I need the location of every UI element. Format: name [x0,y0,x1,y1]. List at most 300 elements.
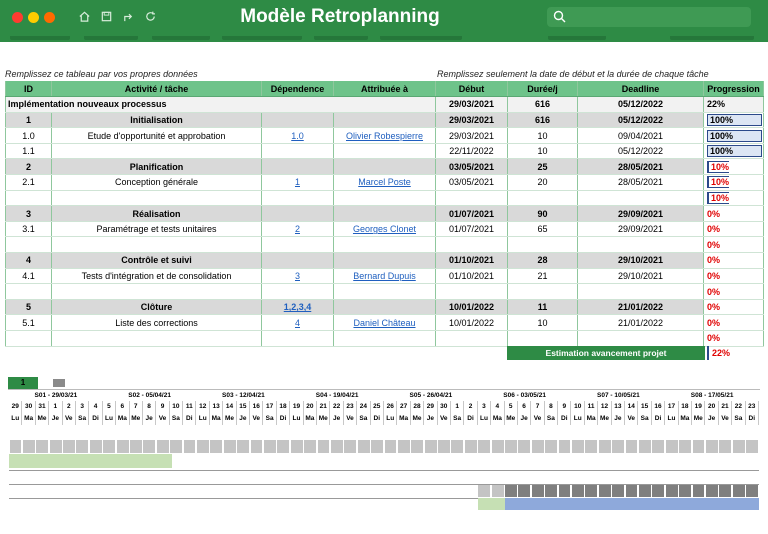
gantt-phase-cell [478,485,490,497]
cell-task[interactable]: Tests d'intégration et de consolidation [52,268,262,284]
cell-assignee[interactable]: Marcel Poste [334,175,436,191]
progress-bar: 100% [707,114,762,126]
gantt-task-bar [478,498,505,510]
gantt-day-name: Di [652,413,665,425]
gantt-day-number: 17 [263,401,276,413]
cell-progress [704,315,764,331]
cell-task[interactable] [52,237,262,253]
gantt-project-cell [371,440,383,453]
cell-duration[interactable] [508,237,578,253]
gantt-day-name: Me [505,413,518,425]
gantt-day-number: 11 [183,401,196,413]
gantt-day-name: Lu [384,413,397,425]
gantt-day-name: Di [746,413,759,425]
table-row [6,331,764,347]
estimate-label: Estimation avancement projet [507,346,705,360]
project-name[interactable]: Implémentation nouveaux processus [6,97,436,113]
cell-id[interactable]: 4.1 [6,268,52,284]
gantt-day-number: 16 [652,401,665,413]
gantt-day-number: 17 [665,401,678,413]
gantt-day-number: 10 [572,401,585,413]
planning-table [5,81,764,347]
gantt-day-name: Sa [170,413,183,425]
gantt-project-cell [304,440,316,453]
gantt-week-label: S06 - 03/05/21 [503,392,546,399]
gantt-day-name: Lu [290,413,303,425]
cell-id[interactable]: 1.0 [6,128,52,144]
gantt-day-name: Ve [438,413,451,425]
gantt-project-cell [264,440,276,453]
progress-value: 0% [707,286,721,297]
cell-task[interactable]: Contrôle et suivi [52,253,262,269]
cell-id[interactable] [6,237,52,253]
cell-task[interactable] [52,190,262,206]
gantt-day-number: 24 [357,401,370,413]
cell-id[interactable]: 5 [6,299,52,315]
gantt-day-number: 7 [130,401,143,413]
gantt-project-cell [559,440,571,453]
ribbon-strip [0,36,768,42]
minimize-window-button[interactable] [28,12,39,23]
gantt-day-number: 29 [9,401,22,413]
gantt-project-cell [237,440,249,453]
gantt-phase-cell [599,485,611,497]
progress-value: 0% [707,224,721,235]
cell-id[interactable] [6,331,52,347]
cell-id[interactable]: 2.1 [6,175,52,191]
gantt-day-name: Ve [719,413,732,425]
cell-task[interactable]: Conception générale [52,175,262,191]
cell-start[interactable]: 01/10/2021 [436,253,508,269]
gantt-phase-cell [706,485,718,497]
gantt-project-cell [385,440,397,453]
gantt-project-cell [157,440,169,453]
gantt-task-bar [9,454,172,468]
gantt-day-name: Sa [263,413,276,425]
gantt-day-name: Sa [451,413,464,425]
cell-progress [704,128,764,144]
progress-value: 0% [707,270,721,281]
cell-duration[interactable]: 11 [508,299,578,315]
cell-progress [704,190,764,206]
cell-dependence[interactable]: 1 [262,175,334,191]
cell-id[interactable] [6,190,52,206]
table-row [6,268,764,284]
gantt-project-cell [532,440,544,453]
gantt-day-name: Di [277,413,290,425]
header-deadline: Deadline [578,81,704,97]
gantt-week-label: S07 - 10/05/21 [597,392,640,399]
gantt-day-number: 23 [746,401,759,413]
gantt-project-cell [398,440,410,453]
cell-progress [704,159,764,175]
cell-id[interactable] [6,284,52,300]
gantt-day-name: Me [598,413,611,425]
gantt-project-cell [545,440,557,453]
phase-row [6,299,764,315]
gantt-project-cell [50,440,62,453]
cell-progress [704,284,764,300]
cell-task[interactable]: Liste des corrections [52,315,262,331]
search-icon [553,10,566,23]
phase-row [6,206,764,222]
gantt-day-number: 8 [143,401,156,413]
table-row [6,237,764,253]
gantt-day-name: Ve [625,413,638,425]
cell-start[interactable]: 01/07/2021 [436,221,508,237]
cell-id[interactable]: 3.1 [6,221,52,237]
cell-assignee[interactable] [334,206,436,222]
close-window-button[interactable] [12,12,23,23]
gantt-day-number: 13 [210,401,223,413]
cell-start[interactable]: 22/11/2022 [436,143,508,159]
home-icon[interactable] [78,9,91,24]
gantt-week-label: S05 - 26/04/21 [409,392,453,399]
progress-value: 22% [707,99,726,110]
gantt-project-cell [358,440,370,453]
gantt-phase-cell [492,485,504,497]
gantt-day-name: Ma [304,413,317,425]
cell-start[interactable]: 01/10/2021 [436,268,508,284]
project-row [6,97,764,113]
cell-duration[interactable]: 28 [508,253,578,269]
gantt-day-number: 20 [705,401,718,413]
progress-bar: 10% [707,161,729,173]
gantt-project-cell [746,440,758,453]
cell-duration[interactable]: 21 [508,268,578,284]
cell-assignee[interactable]: Bernard Dupuis [334,268,436,284]
gantt-day-name: Sa [357,413,370,425]
table-header-row [6,81,764,97]
progress-value: 0% [707,302,721,313]
cell-deadline[interactable]: 05/12/2022 [578,143,704,159]
cell-progress [704,299,764,315]
cell-task[interactable]: Paramétrage et tests unitaires [52,221,262,237]
phase-row [6,112,764,128]
gantt-day-name: Lu [103,413,116,425]
cell-id[interactable]: 4 [6,253,52,269]
save-icon[interactable] [100,9,113,24]
gantt-day-number: 15 [237,401,250,413]
cell-assignee[interactable] [334,253,436,269]
header-start: Début [436,81,508,97]
cell-duration[interactable]: 20 [508,175,578,191]
cell-start[interactable] [436,190,508,206]
gantt-project-cell [733,440,745,453]
cell-task[interactable] [52,143,262,159]
gantt-day-number: 6 [518,401,531,413]
gantt-day-name: Je [612,413,625,425]
gantt-project-cell [117,440,129,453]
gantt-day-name: Sa [732,413,745,425]
gantt-tab-1[interactable]: 1 [8,377,38,389]
cell-task[interactable]: Initialisation [52,112,262,128]
gantt-day-name: Je [518,413,531,425]
gantt-project-cell [693,440,705,453]
cell-duration[interactable] [508,284,578,300]
progress-bar: 10% [707,176,729,188]
gantt-day-name: Me [130,413,143,425]
gantt-day-name: Je [330,413,343,425]
cell-id[interactable]: 1 [6,112,52,128]
cell-duration[interactable]: 10 [508,143,578,159]
gantt-phase-cell [612,485,624,497]
gantt-day-number: 9 [558,401,571,413]
cell-progress [704,268,764,284]
gantt-day-number: 14 [223,401,236,413]
search-input[interactable] [547,7,751,27]
gantt-day-name: Me [317,413,330,425]
table-row [6,315,764,331]
gantt-day-name: Ve [250,413,263,425]
gantt-project-cell [666,440,678,453]
gantt-day-number: 19 [290,401,303,413]
cell-dependence[interactable]: 1,2,3,4 [262,299,334,315]
cell-id[interactable]: 2 [6,159,52,175]
phase-row [6,159,764,175]
gantt-project-cell [277,440,289,453]
gantt-day-number: 22 [330,401,343,413]
cell-task[interactable]: Clôture [52,299,262,315]
gantt-day-number: 21 [719,401,732,413]
gantt-day-name: Di [464,413,477,425]
cell-deadline[interactable]: 29/10/2021 [578,253,704,269]
cell-assignee[interactable]: Georges Clonet [334,221,436,237]
table-row [6,190,764,206]
cell-deadline[interactable]: 28/05/2021 [578,175,704,191]
note-right: Remplissez seulement la date de début et la durée de chaque tâche [437,69,709,79]
header-id: ID [6,81,52,97]
gantt-day-number: 7 [531,401,544,413]
cell-start[interactable]: 01/07/2021 [436,206,508,222]
gantt-phase-cell [666,485,678,497]
cell-start[interactable]: 10/01/2022 [436,315,508,331]
cell-duration[interactable]: 65 [508,221,578,237]
gantt-phase-cell [505,485,517,497]
cell-duration[interactable] [508,331,578,347]
cell-dependence[interactable] [262,112,334,128]
cell-duration[interactable] [508,190,578,206]
gantt-project-cell [210,440,222,453]
gantt-project-cell [719,440,731,453]
cell-assignee[interactable] [334,143,436,159]
cell-start[interactable]: 10/01/2022 [436,299,508,315]
gantt-project-cell [291,440,303,453]
gantt-day-number: 16 [250,401,263,413]
cell-deadline[interactable]: 29/10/2021 [578,268,704,284]
share-icon[interactable] [122,9,135,24]
cell-duration[interactable]: 10 [508,315,578,331]
cell-dependence[interactable] [262,284,334,300]
gantt-phase-cell [639,485,651,497]
header-dependence: Dépendence [262,81,334,97]
gantt-day-number: 29 [424,401,437,413]
cell-duration[interactable]: 616 [508,112,578,128]
phase-row [6,253,764,269]
table-row [6,143,764,159]
cell-progress [704,221,764,237]
gantt-day-number: 18 [277,401,290,413]
gantt-day-name: Lu [665,413,678,425]
progress-value: 0% [707,255,721,266]
cell-progress [704,206,764,222]
gantt-day-number: 25 [371,401,384,413]
gantt-day-name-row [9,413,759,425]
gantt-day-name: Lu [197,413,210,425]
gantt-week-label: S02 - 05/04/21 [128,392,171,399]
cell-start[interactable]: 29/03/2021 [436,97,508,113]
cell-id[interactable]: 3 [6,206,52,222]
gantt-tab-2[interactable] [53,379,65,387]
cell-start[interactable]: 03/05/2021 [436,159,508,175]
cell-assignee[interactable] [334,331,436,347]
gantt-project-cell [331,440,343,453]
cell-assignee[interactable] [334,190,436,206]
gantt-project-cell [318,440,330,453]
gantt-phase-cell [719,485,731,497]
gantt-day-name: Me [36,413,49,425]
gantt-day-number: 27 [397,401,410,413]
gantt-day-number: 5 [505,401,518,413]
gantt-day-name: Ma [679,413,692,425]
cell-progress [704,331,764,347]
gantt-project-cell [505,440,517,453]
cell-progress [704,253,764,269]
cell-duration[interactable]: 10 [508,128,578,144]
title-bar [0,0,768,36]
gantt-phase-cell [693,485,705,497]
cell-dependence[interactable] [262,331,334,347]
gantt-project-cell [23,440,35,453]
gantt-project-cell [612,440,624,453]
refresh-icon[interactable] [144,9,157,24]
maximize-window-button[interactable] [44,12,55,23]
cell-start[interactable] [436,331,508,347]
gantt-week-label: S01 - 29/03/21 [34,392,78,399]
estimate-value: 22% [707,346,757,360]
gantt-day-number: 4 [89,401,102,413]
gantt-day-number: 31 [36,401,49,413]
gantt-day-number: 19 [692,401,705,413]
gantt-day-number: 12 [197,401,210,413]
gantt-week-row [9,390,759,401]
cell-task[interactable]: Planification [52,159,262,175]
gantt-project-cell [425,440,437,453]
gantt-project-cell [224,440,236,453]
progress-bar: 100% [707,145,762,157]
gantt-day-name: Ma [116,413,129,425]
gantt-day-number: 26 [384,401,397,413]
cell-dependence[interactable] [262,253,334,269]
cell-dependence[interactable] [262,190,334,206]
table-row [6,128,764,144]
header-assignee: Attribuée à [334,81,436,97]
cell-deadline[interactable] [578,331,704,347]
cell-start[interactable]: 03/05/2021 [436,175,508,191]
gantt-phase-cell [559,485,571,497]
cell-deadline[interactable] [578,284,704,300]
cell-duration[interactable]: 90 [508,206,578,222]
cell-dependence[interactable]: 2 [262,221,334,237]
cell-assignee[interactable]: Daniel Château [334,315,436,331]
gantt-project-cell [599,440,611,453]
gantt-project-cell [411,440,423,453]
cell-assignee[interactable] [334,299,436,315]
gantt-day-name: Di [89,413,102,425]
cell-deadline[interactable]: 28/05/2021 [578,159,704,175]
cell-dependence[interactable]: 4 [262,315,334,331]
cell-duration[interactable]: 616 [508,97,578,113]
gantt-project-cell [679,440,691,453]
cell-assignee[interactable] [334,112,436,128]
cell-dependence[interactable] [262,143,334,159]
gantt-day-name: Ma [397,413,410,425]
cell-start[interactable]: 29/03/2021 [436,112,508,128]
gantt-project-cell [518,440,530,453]
cell-task[interactable]: Réalisation [52,206,262,222]
cell-task[interactable] [52,284,262,300]
cell-deadline[interactable]: 05/12/2022 [578,97,704,113]
cell-deadline[interactable] [578,190,704,206]
cell-duration[interactable]: 25 [508,159,578,175]
cell-start[interactable] [436,237,508,253]
cell-deadline[interactable]: 29/09/2021 [578,206,704,222]
gantt-project-cell [63,440,75,453]
gantt-day-name: Je [237,413,250,425]
gantt-day-number: 8 [545,401,558,413]
cell-task[interactable]: Etude d'opportunité et approbation [52,128,262,144]
cell-assignee[interactable] [334,237,436,253]
gantt-project-cell [626,440,638,453]
gantt-day-name: Me [692,413,705,425]
gantt-day-number: 20 [304,401,317,413]
cell-start[interactable]: 29/03/2021 [436,128,508,144]
gantt-project-cell [492,440,504,453]
cell-dependence[interactable]: 1.0 [262,128,334,144]
cell-id[interactable]: 5.1 [6,315,52,331]
header-duration: Durée/j [508,81,578,97]
cell-assignee[interactable]: Olivier Robespierre [334,128,436,144]
cell-dependence[interactable]: 3 [262,268,334,284]
cell-id[interactable]: 1.1 [6,143,52,159]
cell-start[interactable] [436,284,508,300]
gantt-day-name: Ve [63,413,76,425]
gantt-day-number: 1 [49,401,62,413]
cell-deadline[interactable]: 21/01/2022 [578,315,704,331]
cell-assignee[interactable] [334,159,436,175]
cell-deadline[interactable]: 09/04/2021 [578,128,704,144]
cell-progress [704,175,764,191]
gantt-day-number: 28 [411,401,424,413]
cell-deadline[interactable] [578,237,704,253]
gantt-day-name: Ma [585,413,598,425]
cell-task[interactable] [52,331,262,347]
gantt-day-name: Ve [344,413,357,425]
cell-dependence[interactable] [262,159,334,175]
gantt-phase-cell [679,485,691,497]
cell-dependence[interactable] [262,237,334,253]
cell-dependence[interactable] [262,206,334,222]
gantt-project-cell [103,440,115,453]
cell-deadline[interactable]: 29/09/2021 [578,221,704,237]
gantt-day-name: Lu [9,413,22,425]
note-left: Remplissez ce tableau par vos propres données [5,69,198,79]
gantt-project-cell [438,440,450,453]
cell-deadline[interactable]: 05/12/2022 [578,112,704,128]
cell-deadline[interactable]: 21/01/2022 [578,299,704,315]
gantt-project-cell [465,440,477,453]
cell-assignee[interactable] [334,284,436,300]
